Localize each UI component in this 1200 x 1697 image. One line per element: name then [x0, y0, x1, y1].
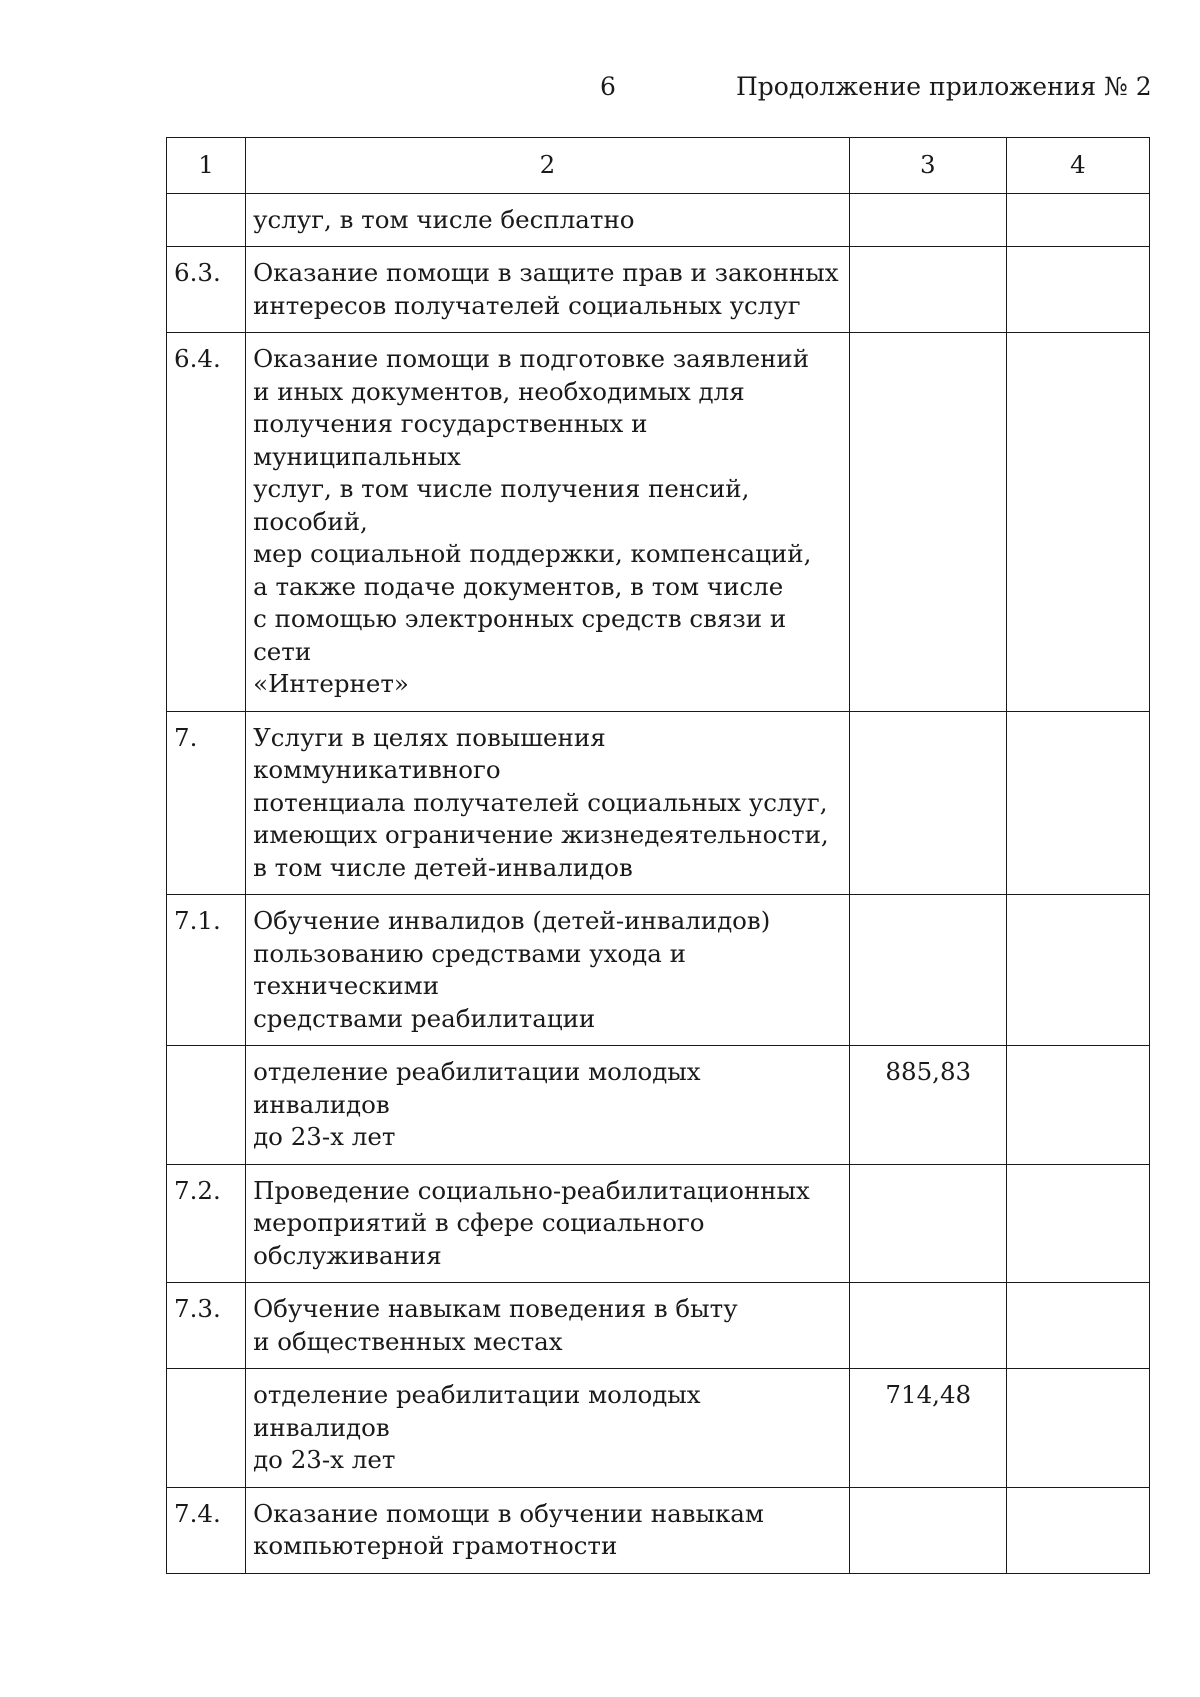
- row-number-cell: 7.4.: [167, 1487, 246, 1573]
- service-description-cell: Оказание помощи в защите прав и законных интересов получателей социальных услуг: [246, 247, 850, 333]
- column-header-3: 3: [849, 138, 1006, 194]
- service-description-cell: Оказание помощи в обучении навыкам компьютерной грамотности: [246, 1487, 850, 1573]
- table-row: [167, 895, 1150, 1046]
- price-cell: [849, 895, 1006, 1046]
- row-number-cell: [167, 193, 246, 247]
- column-4-cell: [1006, 333, 1149, 712]
- row-number-cell: 7.1.: [167, 895, 246, 1046]
- column-4-cell: [1006, 1164, 1149, 1283]
- price-cell: 714,48: [849, 1369, 1006, 1488]
- service-description-cell: Оказание помощи в подготовке заявлений и иных документов, необходимых для получения государственных и муниципальных услуг, в том числе получения пенсий, пособий, мер социальной поддержки, компенсаций, а также подаче документов, в том числе с помощью электронных средств связи и сети «Интернет»: [246, 333, 850, 712]
- service-description-cell: услуг, в том числе бесплатно: [246, 193, 850, 247]
- column-4-cell: [1006, 1046, 1149, 1165]
- price-cell: [849, 711, 1006, 895]
- row-number-cell: 6.4.: [167, 333, 246, 712]
- table-row: [167, 1046, 1150, 1165]
- table-row: [167, 1369, 1150, 1488]
- column-header-2: 2: [246, 138, 850, 194]
- price-cell: [849, 247, 1006, 333]
- price-cell: [849, 1164, 1006, 1283]
- table-row: [167, 1164, 1150, 1283]
- service-description-cell: Обучение навыкам поведения в быту и общественных местах: [246, 1283, 850, 1369]
- service-description-cell: отделение реабилитации молодых инвалидов до 23-х лет: [246, 1369, 850, 1488]
- table-row: [167, 333, 1150, 712]
- row-number-cell: 6.3.: [167, 247, 246, 333]
- service-description-cell: отделение реабилитации молодых инвалидов до 23-х лет: [246, 1046, 850, 1165]
- column-4-cell: [1006, 193, 1149, 247]
- column-header-1: 1: [167, 138, 246, 194]
- page-number: 6: [600, 72, 616, 101]
- services-price-table: [166, 137, 1150, 1574]
- appendix-continuation-note: Продолжение приложения № 2: [736, 72, 1152, 101]
- price-cell: 885,83: [849, 1046, 1006, 1165]
- table-row: [167, 1487, 1150, 1573]
- table-row: [167, 711, 1150, 895]
- column-4-cell: [1006, 895, 1149, 1046]
- column-4-cell: [1006, 1283, 1149, 1369]
- column-4-cell: [1006, 247, 1149, 333]
- column-4-cell: [1006, 711, 1149, 895]
- column-4-cell: [1006, 1487, 1149, 1573]
- table-row: [167, 247, 1150, 333]
- price-cell: [849, 1283, 1006, 1369]
- row-number-cell: 7.3.: [167, 1283, 246, 1369]
- column-header-4: 4: [1006, 138, 1149, 194]
- price-cell: [849, 333, 1006, 712]
- column-4-cell: [1006, 1369, 1149, 1488]
- service-description-cell: Обучение инвалидов (детей-инвалидов) пользованию средствами ухода и техническими средствами реабилитации: [246, 895, 850, 1046]
- service-description-cell: Проведение социально-реабилитационных мероприятий в сфере социального обслуживания: [246, 1164, 850, 1283]
- table-row: [167, 193, 1150, 247]
- service-description-cell: Услуги в целях повышения коммуникативного потенциала получателей социальных услуг, имеющих ограничение жизнедеятельности, в том числе детей-инвалидов: [246, 711, 850, 895]
- table-row: [167, 1283, 1150, 1369]
- price-cell: [849, 1487, 1006, 1573]
- row-number-cell: 7.: [167, 711, 246, 895]
- row-number-cell: 7.2.: [167, 1164, 246, 1283]
- table-header-row: [167, 138, 1150, 194]
- row-number-cell: [167, 1369, 246, 1488]
- row-number-cell: [167, 1046, 246, 1165]
- price-cell: [849, 193, 1006, 247]
